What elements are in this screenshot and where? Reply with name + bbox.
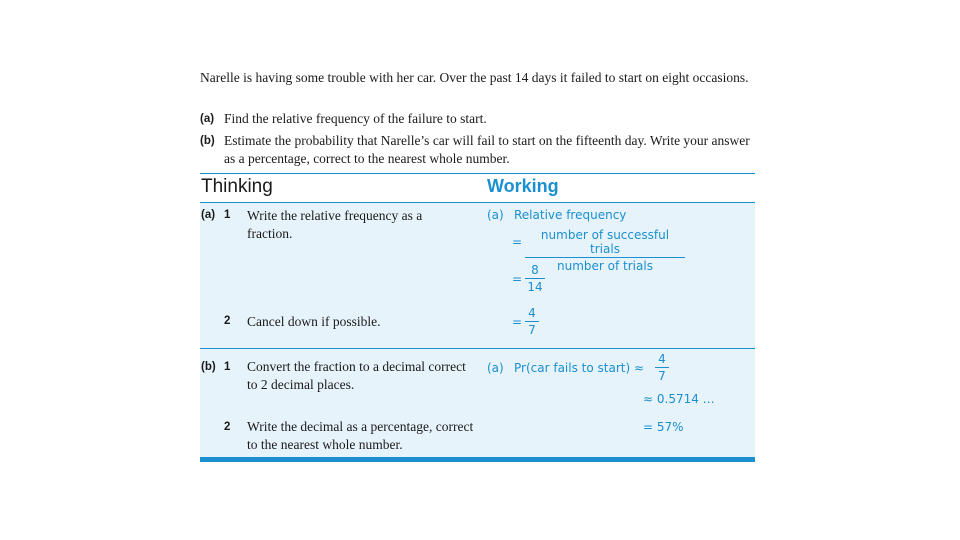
working-b-expression: Pr(car fails to start) ≈ [514,361,645,375]
fraction-2-numerator: 8 [525,263,545,279]
section-a-step2-text: Cancel down if possible. [247,314,381,329]
fraction-3-denominator: 7 [528,323,536,337]
section-b-label: (b) [201,361,216,373]
fraction-3-numerator: 4 [525,306,539,322]
working-b-label: (a) [487,361,504,375]
table-bottom-bar [200,457,755,462]
working-header: Working [487,176,559,196]
thinking-header: Thinking [201,176,273,197]
section-a-step2-num: 2 [224,315,231,327]
working-a-eq2: = [512,272,523,286]
fraction-successful-over-trials [525,228,685,273]
working-b-decimal: ≈ 0.5714 … [643,392,715,406]
fraction-2-denominator: 14 [527,280,543,294]
section-a-label: (a) [201,209,216,221]
fraction-8-over-14 [525,263,545,294]
working-a-eq3: = [512,315,523,329]
section-b-step1-num: 1 [224,361,231,373]
section-a-top-rule [200,202,755,203]
working-a-eq1: = [512,235,523,249]
section-b-top-rule [200,348,755,349]
section-b-step2-text: Write the decimal as a percentage, correct to the nearest whole number. [247,419,474,452]
part-b-label: (b) [200,135,215,147]
part-a-label: (a) [200,113,215,125]
fraction-b-4-over-7 [655,352,669,383]
section-b-step2-num: 2 [224,421,231,433]
problem-intro: Narelle is having some trouble with her car. Over the past 14 days it failed to start on eight occasions. [200,70,749,85]
fraction-1-numerator: number of successful trials [525,228,685,258]
working-a-label: (a) [487,208,504,222]
header-top-rule [200,173,755,174]
fraction-b-denominator: 7 [658,369,666,383]
fraction-1-denominator: number of trials [557,259,653,273]
section-b-step1-text: Convert the fraction to a decimal correct to 2 decimal places. [247,359,466,392]
working-b-percent: = 57% [643,420,684,434]
fraction-b-numerator: 4 [655,352,669,368]
fraction-4-over-7 [525,306,539,337]
working-a-title: Relative frequency [514,208,627,222]
part-b-text: Estimate the probability that Narelle’s car will fail to start on the fifteenth day. Write your answer as a percentage, correct to the nearest whole number. [224,133,750,166]
section-a-step1-text: Write the relative frequency as a fraction. [247,208,423,241]
part-a-text: Find the relative frequency of the failure to start. [224,111,487,126]
problem-statement [200,69,760,87]
section-a-step1-num: 1 [224,209,231,221]
